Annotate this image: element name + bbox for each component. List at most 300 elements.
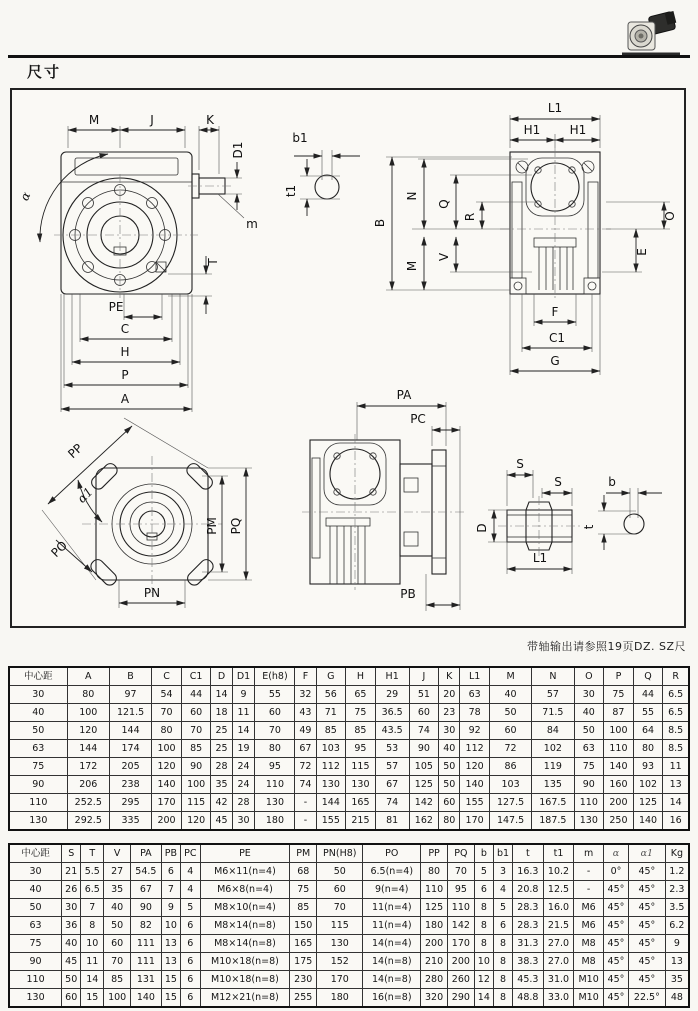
table-cell: 320 [421, 989, 448, 1008]
table-cell: 80 [255, 740, 295, 758]
table-cell: 238 [109, 776, 151, 794]
table-cell: M6 [574, 899, 604, 917]
table-cell: 70 [152, 704, 182, 722]
table-cell: 50 [439, 758, 460, 776]
table-cell: 6.5 [81, 881, 104, 899]
column-header: B [109, 667, 151, 686]
table-cell: 75 [604, 686, 634, 704]
table-row [9, 899, 689, 917]
table-cell: 22.5° [629, 989, 666, 1008]
table-cell: 30 [9, 686, 67, 704]
table-cell: 55 [255, 686, 295, 704]
table-cell: 53 [375, 740, 409, 758]
table-cell: 13 [161, 935, 180, 953]
table-cell: 23 [439, 704, 460, 722]
table-cell: 160 [604, 776, 634, 794]
table-cell: 63 [9, 917, 62, 935]
table-cell: 33.0 [543, 989, 574, 1008]
table-cell: 150 [290, 917, 317, 935]
table-row [9, 776, 689, 794]
table-cell: 100 [181, 776, 211, 794]
table-cell: 140 [131, 989, 162, 1008]
dim-label-G: G [550, 354, 560, 368]
table-cell: 115 [181, 794, 211, 812]
table-cell: 12 [474, 971, 493, 989]
table-cell: 95 [255, 758, 295, 776]
dim-label-N: N [405, 191, 419, 201]
table-cell: 110 [574, 794, 604, 812]
table-cell: 335 [109, 812, 151, 831]
dim-label-M2: M [405, 260, 419, 272]
table-cell: 75 [346, 704, 376, 722]
dimension-drawings [12, 90, 684, 626]
table-cell: 85 [290, 899, 317, 917]
table-cell: 70 [447, 863, 474, 881]
table-cell: 120 [67, 722, 109, 740]
table-cell: 6 [181, 953, 201, 971]
column-header: Kg [665, 844, 689, 863]
column-header: G [316, 667, 346, 686]
table-cell: 71 [316, 704, 346, 722]
table-cell: 4 [493, 881, 512, 899]
table-cell: 125 [409, 776, 439, 794]
table-cell: 40 [62, 935, 81, 953]
table-cell: 50 [489, 704, 531, 722]
table-row [9, 722, 689, 740]
column-header: Q [633, 667, 663, 686]
column-header: PQ [447, 844, 474, 863]
table-cell: 40 [104, 899, 131, 917]
table-cell: 174 [109, 740, 151, 758]
header-row [9, 844, 689, 863]
table-cell: 4 [181, 863, 201, 881]
column-header: O [574, 667, 604, 686]
table-row [9, 704, 689, 722]
hollow-shaft-detail [475, 457, 582, 574]
dim-label-L1: L1 [547, 101, 563, 115]
table-cell: 112 [316, 758, 346, 776]
table-row [9, 758, 689, 776]
table-cell: 103 [316, 740, 346, 758]
column-header: α [603, 844, 628, 863]
table-cell: 50 [62, 971, 81, 989]
table-cell: 121.5 [109, 704, 151, 722]
table-cell: 162 [409, 812, 439, 831]
table-cell: 230 [290, 971, 317, 989]
table-cell: 103 [489, 776, 531, 794]
table-cell: 8 [474, 899, 493, 917]
dim-label-H: H [120, 345, 130, 359]
table-cell: 6 [474, 881, 493, 899]
dim-label-P: P [121, 368, 129, 382]
dim-label-A: A [120, 392, 130, 406]
dim-label-V: V [437, 252, 451, 262]
table-cell: 84 [532, 722, 574, 740]
table-cell: 45° [603, 899, 628, 917]
column-header: N [532, 667, 574, 686]
table-cell: 28 [211, 758, 232, 776]
table-cell: 120 [152, 758, 182, 776]
column-header: C1 [181, 667, 211, 686]
table-cell: 50 [9, 722, 67, 740]
table-cell: 152 [317, 953, 363, 971]
reference-note: 带轴输出请参照19页DZ. SZ尺 [526, 640, 686, 653]
table-cell: 215 [346, 812, 376, 831]
column-header: H1 [375, 667, 409, 686]
table-cell: 105 [409, 758, 439, 776]
column-header: t [513, 844, 544, 863]
table-cell: 64 [633, 722, 663, 740]
table-cell: 10 [81, 935, 104, 953]
table-cell: 14 [81, 971, 104, 989]
table-cell: 42 [211, 794, 232, 812]
table-cell: 140 [152, 776, 182, 794]
column-header: F [295, 667, 316, 686]
table-cell: 165 [346, 794, 376, 812]
table-cell: 13 [663, 776, 689, 794]
table-cell: 95 [447, 881, 474, 899]
table-cell: 44 [633, 686, 663, 704]
table-cell: M10 [574, 971, 604, 989]
table-cell: 49 [295, 722, 316, 740]
dim-label-H1b: H1 [569, 123, 587, 137]
table-cell: 67 [295, 740, 316, 758]
column-header: L1 [460, 667, 490, 686]
table-cell: 15 [81, 989, 104, 1008]
table-cell: 167.5 [532, 794, 574, 812]
table-cell: 45° [603, 917, 628, 935]
table-cell: 19 [232, 740, 255, 758]
table-cell: 85 [316, 722, 346, 740]
column-header: M [489, 667, 531, 686]
dim-label-O: O [663, 211, 677, 221]
table-cell: 45° [603, 971, 628, 989]
table-cell: 40 [439, 740, 460, 758]
dim-label-alpha: α [17, 189, 34, 203]
table-cell: 50 [9, 899, 62, 917]
table-cell: 97 [109, 686, 151, 704]
table-cell: 16.3 [513, 863, 544, 881]
table-cell: 170 [152, 794, 182, 812]
column-header: R [663, 667, 689, 686]
table-cell: 81 [375, 812, 409, 831]
table-cell: 175 [290, 953, 317, 971]
table-cell: 200 [604, 794, 634, 812]
table-cell: 28.3 [513, 899, 544, 917]
table-cell: 54 [152, 686, 182, 704]
table-cell: 0° [603, 863, 628, 881]
table-cell: 131 [131, 971, 162, 989]
table-cell: 112 [460, 740, 490, 758]
table-cell: 260 [447, 971, 474, 989]
table-row [9, 812, 689, 831]
column-header: E(h8) [255, 667, 295, 686]
table-cell: 80 [67, 686, 109, 704]
dim-label-PM: PM [205, 517, 219, 535]
table-cell: 48 [665, 989, 689, 1008]
table-row [9, 917, 689, 935]
table-cell: 90 [181, 758, 211, 776]
table-cell: 20 [439, 686, 460, 704]
dim-label-F: F [551, 305, 559, 319]
dim-label-S1: S [516, 457, 524, 471]
table-cell: 75 [9, 935, 62, 953]
dim-label-b1: b1 [292, 131, 308, 145]
table-cell: 80 [439, 812, 460, 831]
table-cell: 70 [181, 722, 211, 740]
table-cell: 295 [109, 794, 151, 812]
table-cell: M6×11(n=4) [200, 863, 290, 881]
column-header: PO [363, 844, 421, 863]
table-cell: 100 [67, 704, 109, 722]
table-cell: 85 [346, 722, 376, 740]
table-cell: 11 [232, 704, 255, 722]
table-cell: 75 [574, 758, 604, 776]
table-cell: 187.5 [532, 812, 574, 831]
table-cell: 40 [9, 881, 62, 899]
table-cell: 110 [421, 881, 448, 899]
table-cell: 6.5 [663, 686, 689, 704]
table-cell: 2.3 [665, 881, 689, 899]
table-cell: 9 [232, 686, 255, 704]
table-cell: 40 [574, 704, 604, 722]
table-cell: 5 [493, 899, 512, 917]
dim-label-M: M [88, 113, 100, 127]
dim-label-T: T [206, 258, 220, 266]
drawing-panel [10, 88, 686, 628]
table-cell: 14 [211, 686, 232, 704]
table-cell: 45° [629, 953, 666, 971]
table-cell: 35 [211, 776, 232, 794]
table-cell: 11 [663, 758, 689, 776]
table-cell: 71.5 [532, 704, 574, 722]
table-cell: 45 [211, 812, 232, 831]
table-cell: 102 [633, 776, 663, 794]
table-cell: 255 [290, 989, 317, 1008]
table-cell: 111 [131, 935, 162, 953]
table-cell: 120 [460, 758, 490, 776]
dim-label-PC: PC [410, 412, 426, 426]
column-header: A [67, 667, 109, 686]
table-cell: 31.0 [543, 971, 574, 989]
table-cell: 144 [67, 740, 109, 758]
table-cell: M8×14(n=8) [200, 935, 290, 953]
column-header: T [81, 844, 104, 863]
table-cell: 142 [409, 794, 439, 812]
table-cell: M10×18(n=8) [200, 971, 290, 989]
table-cell: 110 [447, 899, 474, 917]
column-header: PA [131, 844, 162, 863]
table-cell: 102 [532, 740, 574, 758]
dim-label-PA: PA [396, 388, 412, 402]
table-cell: 50 [317, 863, 363, 881]
table-cell: 13 [665, 953, 689, 971]
table-cell: 100 [104, 989, 131, 1008]
table-cell: 110 [9, 971, 62, 989]
table-cell: 35 [104, 881, 131, 899]
dim-label-PO: PO [48, 538, 71, 561]
table-cell: 6.5 [663, 704, 689, 722]
dim-label-PB: PB [400, 587, 416, 601]
table-cell: 6 [181, 935, 201, 953]
table-cell: 74 [375, 794, 409, 812]
table-cell: 87 [604, 704, 634, 722]
table-cell: 45° [603, 881, 628, 899]
table-cell: 140 [633, 812, 663, 831]
table-cell: 90 [409, 740, 439, 758]
table-cell: 292.5 [67, 812, 109, 831]
table-cell: 9 [161, 899, 180, 917]
column-header: PB [161, 844, 180, 863]
table-cell: 130 [316, 776, 346, 794]
column-header: m [574, 844, 604, 863]
table-cell: 92 [460, 722, 490, 740]
column-header: PP [421, 844, 448, 863]
table-cell: 205 [109, 758, 151, 776]
table-cell: 86 [489, 758, 531, 776]
table-cell: 6.2 [665, 917, 689, 935]
column-header: t1 [543, 844, 574, 863]
table-cell: M10×18(n=8) [200, 953, 290, 971]
table-cell: 165 [290, 935, 317, 953]
table-cell: 27.0 [543, 953, 574, 971]
table-cell: 35 [665, 971, 689, 989]
table-cell: 18 [211, 704, 232, 722]
table-cell: - [574, 881, 604, 899]
table-cell: M8 [574, 935, 604, 953]
table-cell: 60 [317, 881, 363, 899]
table-cell: M6 [574, 917, 604, 935]
dim-label-PQ: PQ [229, 517, 243, 535]
table-row [9, 740, 689, 758]
table-cell: M6×8(n=4) [200, 881, 290, 899]
table-cell: 155 [316, 812, 346, 831]
table-cell: 16.0 [543, 899, 574, 917]
table-cell: 3 [493, 863, 512, 881]
table-cell: 14(n=8) [363, 971, 421, 989]
table-cell: 48.8 [513, 989, 544, 1008]
table-cell: 90 [9, 776, 67, 794]
table-cell: 172 [67, 758, 109, 776]
table-cell: 5 [474, 863, 493, 881]
table-cell: 60 [439, 794, 460, 812]
table-cell: 63 [9, 740, 67, 758]
table-cell: 180 [255, 812, 295, 831]
dim-label-H1a: H1 [523, 123, 541, 137]
table-cell: 16 [663, 812, 689, 831]
table-cell: 170 [460, 812, 490, 831]
table-cell: 36 [62, 917, 81, 935]
table-cell: 100 [604, 722, 634, 740]
table-cell: - [295, 812, 316, 831]
table-cell: 12.5 [543, 881, 574, 899]
dim-label-R: R [463, 212, 477, 222]
dim-label-t1: t1 [284, 184, 298, 198]
table-cell: 56 [316, 686, 346, 704]
dimensions-table-2 [8, 843, 690, 1008]
table-cell: 93 [633, 758, 663, 776]
dim-label-D1: D1 [231, 141, 245, 159]
table-cell: 90 [9, 953, 62, 971]
table-cell: 67 [131, 881, 162, 899]
header-rule [8, 55, 690, 58]
table-cell: 14 [232, 722, 255, 740]
table-cell: 21 [62, 863, 81, 881]
column-header: D1 [232, 667, 255, 686]
column-header: 中心距 [9, 667, 67, 686]
dim-label-m: m [246, 217, 258, 231]
table-cell: 24 [232, 758, 255, 776]
table-cell: 90 [574, 776, 604, 794]
dim-label-S2: S [554, 475, 562, 489]
column-header: C [152, 667, 182, 686]
table-cell: 60 [62, 989, 81, 1008]
column-header: P [604, 667, 634, 686]
table-cell: 20.8 [513, 881, 544, 899]
table-cell: 72 [295, 758, 316, 776]
table-cell: 28.3 [513, 917, 544, 935]
table-cell: 5 [181, 899, 201, 917]
table-cell: 6 [181, 917, 201, 935]
flange-side-view-drawing [302, 388, 464, 611]
table-cell: 90 [131, 899, 162, 917]
table-cell: 130 [317, 935, 363, 953]
table-cell: 68 [290, 863, 317, 881]
table-cell: 140 [604, 758, 634, 776]
table-cell: 28 [232, 794, 255, 812]
table-cell: 11 [81, 953, 104, 971]
table-cell: - [574, 863, 604, 881]
table-row [9, 971, 689, 989]
table-cell: M10 [574, 989, 604, 1008]
column-header: b [474, 844, 493, 863]
table-cell: 130 [574, 812, 604, 831]
table-cell: 14 [474, 989, 493, 1008]
table-cell: 27 [104, 863, 131, 881]
table-cell: 6 [161, 863, 180, 881]
table-cell: 4 [181, 881, 201, 899]
table-cell: 119 [532, 758, 574, 776]
table-cell: 120 [181, 812, 211, 831]
table-cell: 252.5 [67, 794, 109, 812]
table-cell: 14 [663, 794, 689, 812]
table-cell: 85 [104, 971, 131, 989]
table-cell: 60 [181, 704, 211, 722]
column-header: PM [290, 844, 317, 863]
table-cell: 45° [629, 935, 666, 953]
table-cell: 45° [629, 881, 666, 899]
table-cell: 8 [493, 989, 512, 1008]
table-cell: 125 [421, 899, 448, 917]
column-header: D [211, 667, 232, 686]
dim-label-J: J [150, 113, 154, 127]
page-title: 尺寸 [27, 63, 62, 81]
side-view-drawing [373, 101, 677, 375]
table-cell: 63 [460, 686, 490, 704]
table-cell: 3.5 [665, 899, 689, 917]
table-cell: 110 [255, 776, 295, 794]
table-cell: 130 [255, 794, 295, 812]
table-cell: 45.3 [513, 971, 544, 989]
table-cell: 72 [489, 740, 531, 758]
table-cell: 5.5 [81, 863, 104, 881]
table-cell: 144 [109, 722, 151, 740]
table-row [9, 935, 689, 953]
flange-view-drawing [42, 418, 252, 608]
table-cell: 30 [232, 812, 255, 831]
header-row [9, 667, 689, 686]
table-cell: 45° [603, 989, 628, 1008]
